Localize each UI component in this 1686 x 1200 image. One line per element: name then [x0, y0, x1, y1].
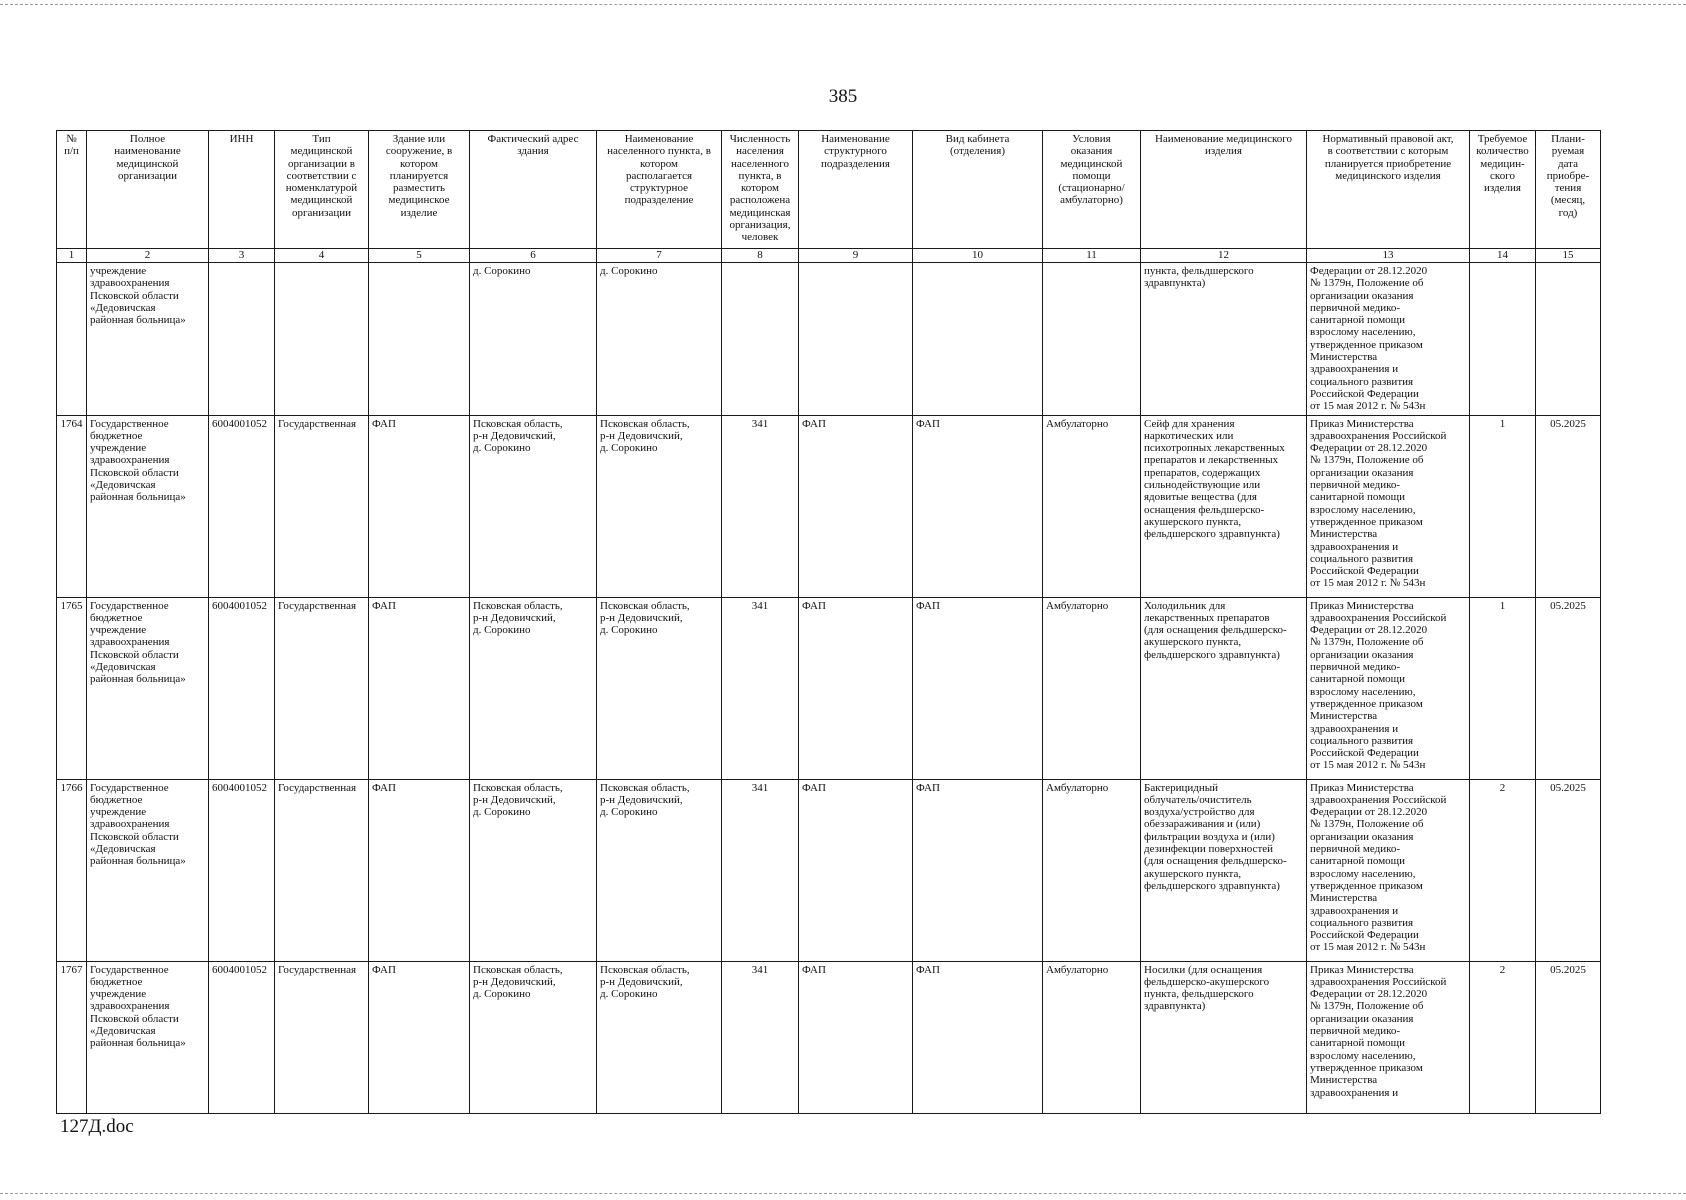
- cell-organization: Государственное бюджетное учреждение здравоохранения Псковской области «Дедовичская районная больница»: [87, 961, 209, 1113]
- cell-building: ФАП: [369, 779, 470, 961]
- cell-population: [722, 263, 799, 416]
- cell-conditions: Амбулаторно: [1043, 597, 1141, 779]
- header-row: [57, 131, 1601, 249]
- cell-inn: 6004001052: [209, 961, 275, 1113]
- cell-org-type: Государственная: [275, 597, 369, 779]
- cell-locality: Псковская область, р-н Дедовичский, д. Сорокино: [597, 415, 722, 597]
- column-header: Плани- руемая дата приобре- тения (месяц, год): [1536, 131, 1601, 249]
- cell-unit: ФАП: [799, 779, 913, 961]
- cell-number: [57, 263, 87, 416]
- cell-date: 05.2025: [1536, 779, 1601, 961]
- cell-organization: учреждение здравоохранения Псковской области «Дедовичская районная больница»: [87, 263, 209, 416]
- cell-number: 1764: [57, 415, 87, 597]
- cell-legal-act: Приказ Министерства здравоохранения Российской Федерации от 28.12.2020 № 1379н, Положение об организации оказания первичной медико- санитарной помощи взрослому населению, утвержденное приказом Министерства здравоохранения и: [1307, 961, 1470, 1113]
- cell-legal-act: Приказ Министерства здравоохранения Российской Федерации от 28.12.2020 № 1379н, Положение об организации оказания первичной медико- санитарной помощи взрослому населению, утвержденное приказом Министерства здравоохранения и социального развития Российской Федерации от 15 мая 2012 г. № 543н: [1307, 779, 1470, 961]
- cell-building: [369, 263, 470, 416]
- cell-number: 1765: [57, 597, 87, 779]
- column-header: Фактический адрес здания: [470, 131, 597, 249]
- cell-organization: Государственное бюджетное учреждение здравоохранения Псковской области «Дедовичская районная больница»: [87, 415, 209, 597]
- cell-legal-act: Приказ Министерства здравоохранения Российской Федерации от 28.12.2020 № 1379н, Положение об организации оказания первичной медико- санитарной помощи взрослому населению, утвержденное приказом Министерства здравоохранения и социального развития Российской Федерации от 15 мая 2012 г. № 543н: [1307, 415, 1470, 597]
- column-header: Тип медицинской организации в соответствии с номенклатурой медицинской организации: [275, 131, 369, 249]
- cell-cabinet: ФАП: [913, 415, 1043, 597]
- column-header: Наименование структурного подразделения: [799, 131, 913, 249]
- cell-org-type: Государственная: [275, 779, 369, 961]
- column-header: Здание или сооружение, в котором планируется разместить медицинское изделие: [369, 131, 470, 249]
- cell-quantity: [1470, 263, 1536, 416]
- cell-cabinet: ФАП: [913, 779, 1043, 961]
- cell-building: ФАП: [369, 961, 470, 1113]
- cell-building: ФАП: [369, 597, 470, 779]
- cell-number: 1767: [57, 961, 87, 1113]
- cell-date: 05.2025: [1536, 961, 1601, 1113]
- cell-unit: ФАП: [799, 597, 913, 779]
- cell-locality: Псковская область, р-н Дедовичский, д. Сорокино: [597, 961, 722, 1113]
- cell-address: Псковская область, р-н Дедовичский, д. Сорокино: [470, 961, 597, 1113]
- cell-address: Псковская область, р-н Дедовичский, д. Сорокино: [470, 597, 597, 779]
- cell-conditions: Амбулаторно: [1043, 961, 1141, 1113]
- cell-conditions: Амбулаторно: [1043, 415, 1141, 597]
- column-number: 12: [1141, 249, 1307, 263]
- table-row: [57, 415, 1601, 597]
- cell-organization: Государственное бюджетное учреждение здравоохранения Псковской области «Дедовичская районная больница»: [87, 779, 209, 961]
- page-number: 385: [828, 86, 858, 107]
- column-number: 7: [597, 249, 722, 263]
- column-number-row: [57, 249, 1601, 263]
- column-header: Численность населения населенного пункта, в котором расположена медицинская организация, человек: [722, 131, 799, 249]
- cell-conditions: [1043, 263, 1141, 416]
- cell-cabinet: ФАП: [913, 961, 1043, 1113]
- column-header: Наименование медицинского изделия: [1141, 131, 1307, 249]
- column-header: Требуемое количество медицин- ского изделия: [1470, 131, 1536, 249]
- table-row: [57, 961, 1601, 1113]
- column-number: 15: [1536, 249, 1601, 263]
- cell-conditions: Амбулаторно: [1043, 779, 1141, 961]
- cell-org-type: Государственная: [275, 961, 369, 1113]
- cell-legal-act: Приказ Министерства здравоохранения Российской Федерации от 28.12.2020 № 1379н, Положение об организации оказания первичной медико- санитарной помощи взрослому населению, утвержденное приказом Министерства здравоохранения и социального развития Российской Федерации от 15 мая 2012 г. № 543н: [1307, 597, 1470, 779]
- cell-quantity: 2: [1470, 961, 1536, 1113]
- cell-locality: Псковская область, р-н Дедовичский, д. Сорокино: [597, 779, 722, 961]
- cell-locality: д. Сорокино: [597, 263, 722, 416]
- column-number: 11: [1043, 249, 1141, 263]
- cell-device: Сейф для хранения наркотических или психотропных лекарственных препаратов и лекарственных препаратов, содержащих сильнодействующие или ядовитые вещества (для оснащения фельдшерско- акушерского пункта, фельдшерского здравпункта): [1141, 415, 1307, 597]
- cell-device: Носилки (для оснащения фельдшерско-акушерского пункта, фельдшерского здравпункта): [1141, 961, 1307, 1113]
- cell-device: пункта, фельдшерского здравпункта): [1141, 263, 1307, 416]
- cell-device: Холодильник для лекарственных препаратов (для оснащения фельдшерско- акушерского пункта, фельдшерского здравпункта): [1141, 597, 1307, 779]
- scan-edge-bottom: [0, 1193, 1686, 1194]
- column-header: Полное наименование медицинской организации: [87, 131, 209, 249]
- column-number: 8: [722, 249, 799, 263]
- column-header: Вид кабинета (отделения): [913, 131, 1043, 249]
- cell-inn: 6004001052: [209, 415, 275, 597]
- table-row: [57, 263, 1601, 416]
- column-number: 1: [57, 249, 87, 263]
- cell-quantity: 1: [1470, 597, 1536, 779]
- column-header: Нормативный правовой акт, в соответствии с которым планируется приобретение медицинского изделия: [1307, 131, 1470, 249]
- cell-address: Псковская область, р-н Дедовичский, д. Сорокино: [470, 779, 597, 961]
- column-number: 4: [275, 249, 369, 263]
- cell-population: 341: [722, 779, 799, 961]
- column-number: 14: [1470, 249, 1536, 263]
- table-row: [57, 779, 1601, 961]
- column-number: 2: [87, 249, 209, 263]
- column-number: 10: [913, 249, 1043, 263]
- cell-population: 341: [722, 961, 799, 1113]
- cell-inn: 6004001052: [209, 597, 275, 779]
- cell-date: 05.2025: [1536, 597, 1601, 779]
- cell-cabinet: ФАП: [913, 597, 1043, 779]
- scan-edge-top: [0, 4, 1686, 5]
- cell-quantity: 2: [1470, 779, 1536, 961]
- cell-inn: 6004001052: [209, 779, 275, 961]
- column-number: 9: [799, 249, 913, 263]
- cell-quantity: 1: [1470, 415, 1536, 597]
- column-number: 6: [470, 249, 597, 263]
- column-header: Условия оказания медицинской помощи (стационарно/ амбулаторно): [1043, 131, 1141, 249]
- cell-unit: ФАП: [799, 961, 913, 1113]
- cell-date: [1536, 263, 1601, 416]
- cell-population: 341: [722, 597, 799, 779]
- cell-inn: [209, 263, 275, 416]
- column-header: ИНН: [209, 131, 275, 249]
- cell-org-type: [275, 263, 369, 416]
- column-number: 5: [369, 249, 470, 263]
- cell-date: 05.2025: [1536, 415, 1601, 597]
- cell-legal-act: Федерации от 28.12.2020 № 1379н, Положение об организации оказания первичной медико- санитарной помощи взрослому населению, утвержденное приказом Министерства здравоохранения и социального развития Российской Федерации от 15 мая 2012 г. № 543н: [1307, 263, 1470, 416]
- cell-locality: Псковская область, р-н Дедовичский, д. Сорокино: [597, 597, 722, 779]
- column-header: Наименование населенного пункта, в котором располагается структурное подразделение: [597, 131, 722, 249]
- cell-address: д. Сорокино: [470, 263, 597, 416]
- column-number: 13: [1307, 249, 1470, 263]
- cell-organization: Государственное бюджетное учреждение здравоохранения Псковской области «Дедовичская районная больница»: [87, 597, 209, 779]
- table-row: [57, 597, 1601, 779]
- cell-unit: [799, 263, 913, 416]
- footer-file-name: 127Д.doc: [60, 1116, 134, 1137]
- column-number: 3: [209, 249, 275, 263]
- cell-population: 341: [722, 415, 799, 597]
- register-table: [56, 130, 1601, 1114]
- cell-number: 1766: [57, 779, 87, 961]
- cell-address: Псковская область, р-н Дедовичский, д. Сорокино: [470, 415, 597, 597]
- cell-org-type: Государственная: [275, 415, 369, 597]
- cell-cabinet: [913, 263, 1043, 416]
- cell-unit: ФАП: [799, 415, 913, 597]
- cell-device: Бактерицидный облучатель/очиститель воздуха/устройство для обеззараживания и (или) фильтрации воздуха и (или) дезинфекции поверхностей (для оснащения фельдшерско- акушерского пункта, фельдшерского здравпункта): [1141, 779, 1307, 961]
- column-header: № п/п: [57, 131, 87, 249]
- cell-building: ФАП: [369, 415, 470, 597]
